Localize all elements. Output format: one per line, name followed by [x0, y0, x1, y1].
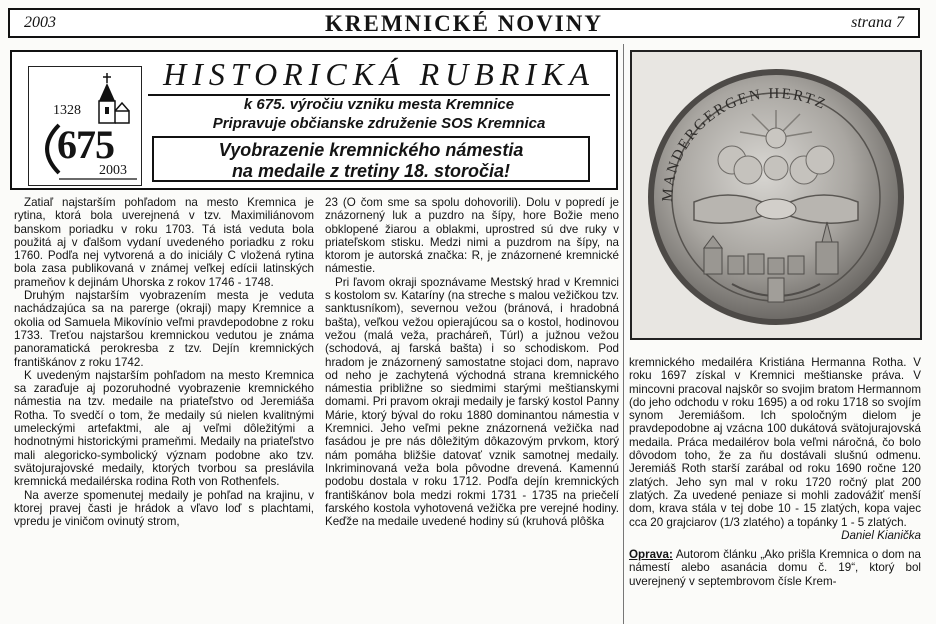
- logo-number: 675: [57, 122, 114, 167]
- historicka-rubrika-banner: [10, 50, 618, 190]
- article-column-1: [14, 196, 314, 528]
- medal-inscription: MANDERGERGEN HERTZ: [659, 85, 830, 203]
- headline-line-1: Vyobrazenie kremnického námestia: [218, 140, 524, 160]
- medal-image: [632, 52, 920, 338]
- author-signature: Daniel Kianička: [841, 528, 921, 542]
- column-divider: [623, 44, 624, 624]
- rubrika-subtitle-1: k 675. výročiu vzniku mesta Kremnice: [243, 96, 515, 113]
- medal-photo: [630, 50, 922, 340]
- correction-note: [629, 548, 921, 588]
- logo-year-bottom: 2003: [99, 163, 127, 178]
- rubrika-title: HISTORICKÁ RUBRIKA: [148, 52, 610, 96]
- page-number: strana 7: [851, 14, 904, 31]
- paragraph: 23 (O čom sme sa spolu dohovorili). Dolu v popredí je znázornený luk a puzdro na šípy, hore Božie meno obklopené žiarou a oblakmi, uprostred sú dve ruky v priateľskom stisku. Medzi nimi a puzdrom na šípy, na ktorom je autorská značka: R, je znázornené kremnické námestie.: [325, 196, 619, 276]
- headline-line-2: na medaile z tretiny 18. storočia!: [231, 161, 511, 181]
- rubrika-subtitle-2: Pripravuje občianske združenie SOS Kremnica: [212, 115, 546, 132]
- logo-year-top: 1328: [53, 103, 81, 118]
- paragraph: Pri ľavom okraji spoznávame Mestský hrad v Kremnici s kostolom sv. Kataríny (na streche s malou vežičkou tzv. sanktusníkom), severnou vežou (bránová, i hradobná bašta), veľkou vežou opierajúcou sa o kostol, hodinovou vežou (malá veža, pracháreň, Túrl) a južnou vežou (schodová, aj farská bašta) i so schodiskom. Pod hradom je znázornený samostatne stojaci dom, napravo od neho je zachytená východná strana kremnického námestia približne so siedmimi starými meštianskymi domami. Pri pravom okraji medaily je farský kostol Panny Márie, ktorý býval do roku 1880 dominantou námestia v Kremnici. Jeho veľmi pekne znázornená vežička nad fasádou je pre nás dôležitým dôkazovým prvkom, ktorý nám pomáha bližšie datovať vznik samotnej medaily. Inkriminovaná veža bola pôvodne drevená. Kamennú podobu dostala v roku 1712. Podľa dejín kremnických františkánov bola medzi rokmi 1731 - 1735 na priečelí farského kostola vyhotovená vežička pre verejné hodiny. Keďže na medaile uvedené hodiny sú (kruhová plôška: [325, 275, 619, 529]
- header-year: 2003: [24, 14, 56, 31]
- correction-label: Oprava:: [629, 548, 673, 562]
- paragraph: Druhým najstarším vyobrazením mesta je veduta nachádzajúca sa na parerge (okraji) mapy Kremnice a okolia od Samuela Mikovínio veľmi pravdepodobne z roku 1733. Treťou najstaršou kremnickou vedutou je známa panoramatická perokresba z tzv. Dejín kremnických františkánov z roku 1742.: [14, 289, 314, 369]
- newspaper-header: [8, 8, 920, 38]
- article-column-3: [629, 356, 921, 588]
- paragraph: K uvedeným najstarším pohľadom na mesto Kremnica sa zaraďuje aj pozoruhodné vyobrazenie kremnického námestia na tzv. medaile na priateľstvo od Jeremiáša Rotha. To svedčí o tom, že medaily sú nielen kvalitnými umeleckými artefaktmi, ale aj veľmi dôležitými a hodnotnými historickými prameňmi. Medaily na priateľstvo mali alegoricko-symbolický význam podobne ako tzv. svätojurajovské medaily, ktorých tvorbou sa preslávila kremnická medailérska rodina Roth von Rothenfels.: [14, 368, 314, 489]
- newspaper-title: KREMNICKÉ NOVINY: [325, 11, 603, 36]
- article-column-2: [325, 196, 619, 528]
- paragraph: Zatiaľ najstarším pohľadom na mesto Kremnica je rytina, ktorá bola uverejnená v tzv. Maximiliánovom banskom poriadku v roku 1703. Tá istá veduta bola použitá aj v ďalšom vydaní uvedeného poriadku z roku 1760. Podľa nej vytvorená a do iniciály C vložená rytina bola zasa publikovaná v známej veľkej edícii latinských prameňov k dejinám Uhorska z rokov 1746 - 1748.: [14, 196, 314, 289]
- article-headline-box: [152, 136, 590, 182]
- correction-text: Autorom článku „Ako prišla Kremnica o dom na námestí alebo asanácia domu č. 19“, ktorý bol uverejnený v septembrovom čísle Krem-: [629, 548, 921, 588]
- paragraph: Na averze spomenutej medaily je pohľad na krajinu, v ktorej pravej časti je hrádok a vľavo loď s plachtami, vpredu je viničom ovinutý strom,: [14, 488, 314, 529]
- anniversary-logo: [28, 66, 142, 186]
- paragraph: kremnického medailéra Kristiána Hermanna Rotha. V roku 1697 získal v Kremnici meštianske práva. V mincovni pracoval najskôr so svojim bratom Hermannom (do jeho odchodu v roku 1695) a od roku 1718 so svojím synom Jeremiášom. Ich spoločným dielom je pravdepodobne aj vzácna 100 dukátová svätojurajovská medaila. Práca medailérov bola veľmi náročná, čo bolo dôvodom toho, že za ňu dostávali slušnú odmenu. Jeremiáš Roth starší zarábal od roku 1690 ročne 120 zlatých. Jeho syn mal v roku 1720 ročný plat 200 zlatých. Za uvedené peniaze si mohli zadovážiť menší dom, krava stála v tej dobe 10 - 15 zlatých, kopa vajec cca 20 grajciarov (1/3 zlatého) a topánky 1 - 5 zlatých.: [629, 356, 921, 529]
